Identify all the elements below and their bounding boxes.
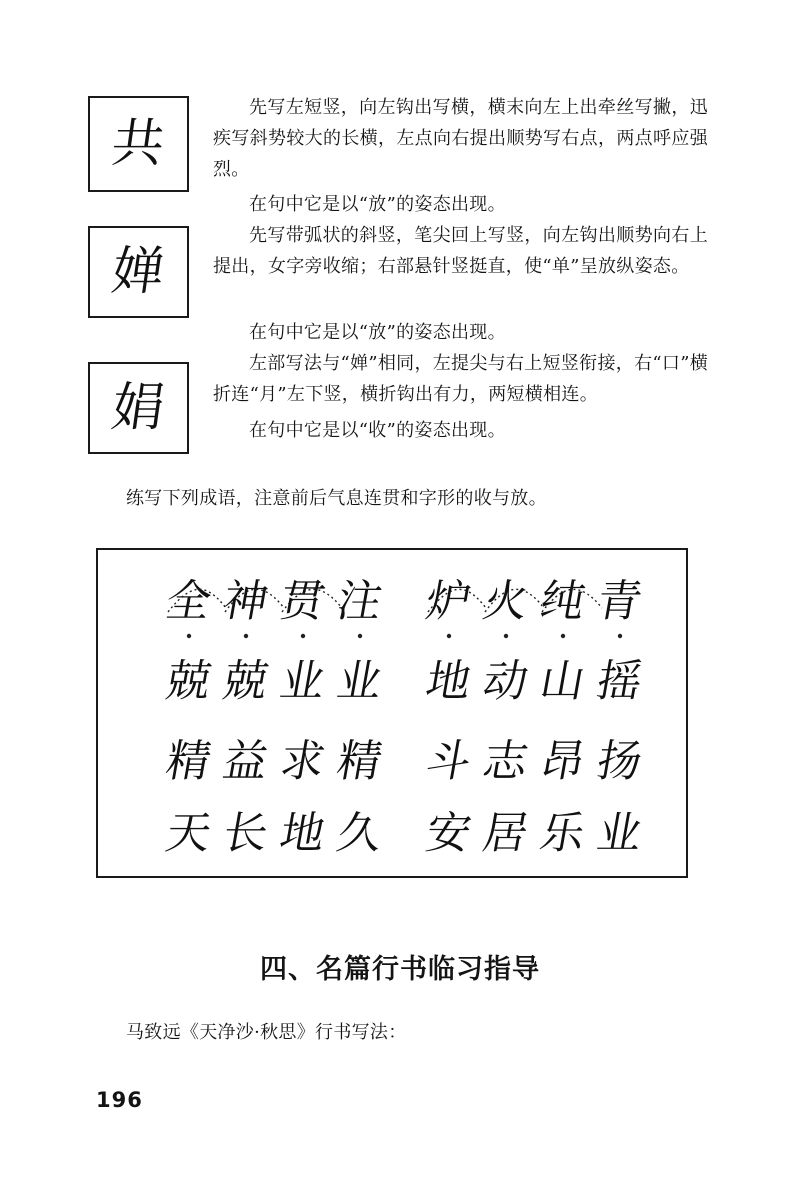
character-box-juan: [88, 362, 189, 454]
idiom-left-4: [160, 808, 388, 859]
idiom-char: 业: [333, 656, 387, 707]
idiom-right-1: [420, 576, 648, 627]
idiom-char: 安: [422, 808, 476, 859]
idiom-practice-frame: [96, 548, 688, 878]
description-paragraph: 在句中它是以“放”的姿态出现。: [249, 322, 506, 343]
idiom-char: 兢: [219, 656, 273, 707]
practice-instruction: 练写下列成语，注意前后气息连贯和字形的收与放。: [126, 488, 547, 509]
idiom-char: 地: [422, 656, 476, 707]
idiom-left-3: [160, 736, 388, 787]
idiom-right-4: [420, 808, 648, 859]
idiom-char: 地: [276, 808, 330, 859]
character-glyph: 共: [108, 114, 169, 174]
idiom-char: 精: [162, 736, 216, 787]
idiom-char: 长: [219, 808, 273, 859]
idiom-char: 益: [219, 736, 273, 787]
description-paragraph: 先写左短竖，向左钩出写横，横末向左上出牵丝写撇，迅疾写斜势较大的长横，左点向右提出顺势写右点，两点呼应强烈。: [213, 97, 708, 180]
idiom-char: 久: [333, 808, 387, 859]
idiom-char: 业: [276, 656, 330, 707]
idiom-right-2: [420, 656, 648, 707]
idiom-char: 业: [593, 808, 647, 859]
idiom-char: 兢: [162, 656, 216, 707]
idiom-char: 昂: [536, 736, 590, 787]
idiom-right-3: [420, 736, 648, 787]
idiom-char: 摇: [593, 656, 647, 707]
idiom-char: 志: [479, 736, 533, 787]
idiom-char: 神: [219, 576, 273, 627]
description-paragraph: 在句中它是以“收”的姿态出现。: [249, 420, 506, 441]
idiom-char: 纯: [536, 576, 590, 627]
idiom-char: 火: [479, 576, 533, 627]
section-heading: 四、名篇行书临习指导: [260, 954, 540, 985]
character-glyph: 娟: [108, 378, 169, 438]
character-glyph: 婵: [108, 242, 169, 302]
subheading: 马致远《天净沙·秋思》行书写法：: [126, 1022, 407, 1043]
idiom-char: 全: [162, 576, 216, 627]
character-box-gong: [88, 96, 189, 192]
description-paragraph: 在句中它是以“放”的姿态出现。: [249, 194, 506, 215]
idiom-char: 扬: [593, 736, 647, 787]
idiom-char: 求: [276, 736, 330, 787]
idiom-char: 青: [593, 576, 647, 627]
idiom-left-2: [160, 656, 388, 707]
idiom-char: 居: [479, 808, 533, 859]
idiom-char: 山: [536, 656, 590, 707]
idiom-char: 炉: [422, 576, 476, 627]
idiom-char: 斗: [422, 736, 476, 787]
description-paragraph: 左部写法与“婵”相同，左提尖与右上短竖衔接，右“口”横折连“月”左下竖，横折钩出有力，两短横相连。: [213, 353, 708, 405]
idiom-char: 注: [333, 576, 387, 627]
idiom-left-1: [160, 576, 388, 627]
idiom-char: 天: [162, 808, 216, 859]
description-paragraph: 先写带弧状的斜竖，笔尖回上写竖，向左钩出顺势向右上提出，女字旁收缩；右部悬针竖挺直，使“单”呈放纵姿态。: [213, 225, 708, 277]
idiom-char: 乐: [536, 808, 590, 859]
page-number: 196: [96, 1088, 143, 1112]
idiom-char: 贯: [276, 576, 330, 627]
idiom-char: 动: [479, 656, 533, 707]
idiom-char: 精: [333, 736, 387, 787]
character-box-chan: [88, 226, 189, 318]
